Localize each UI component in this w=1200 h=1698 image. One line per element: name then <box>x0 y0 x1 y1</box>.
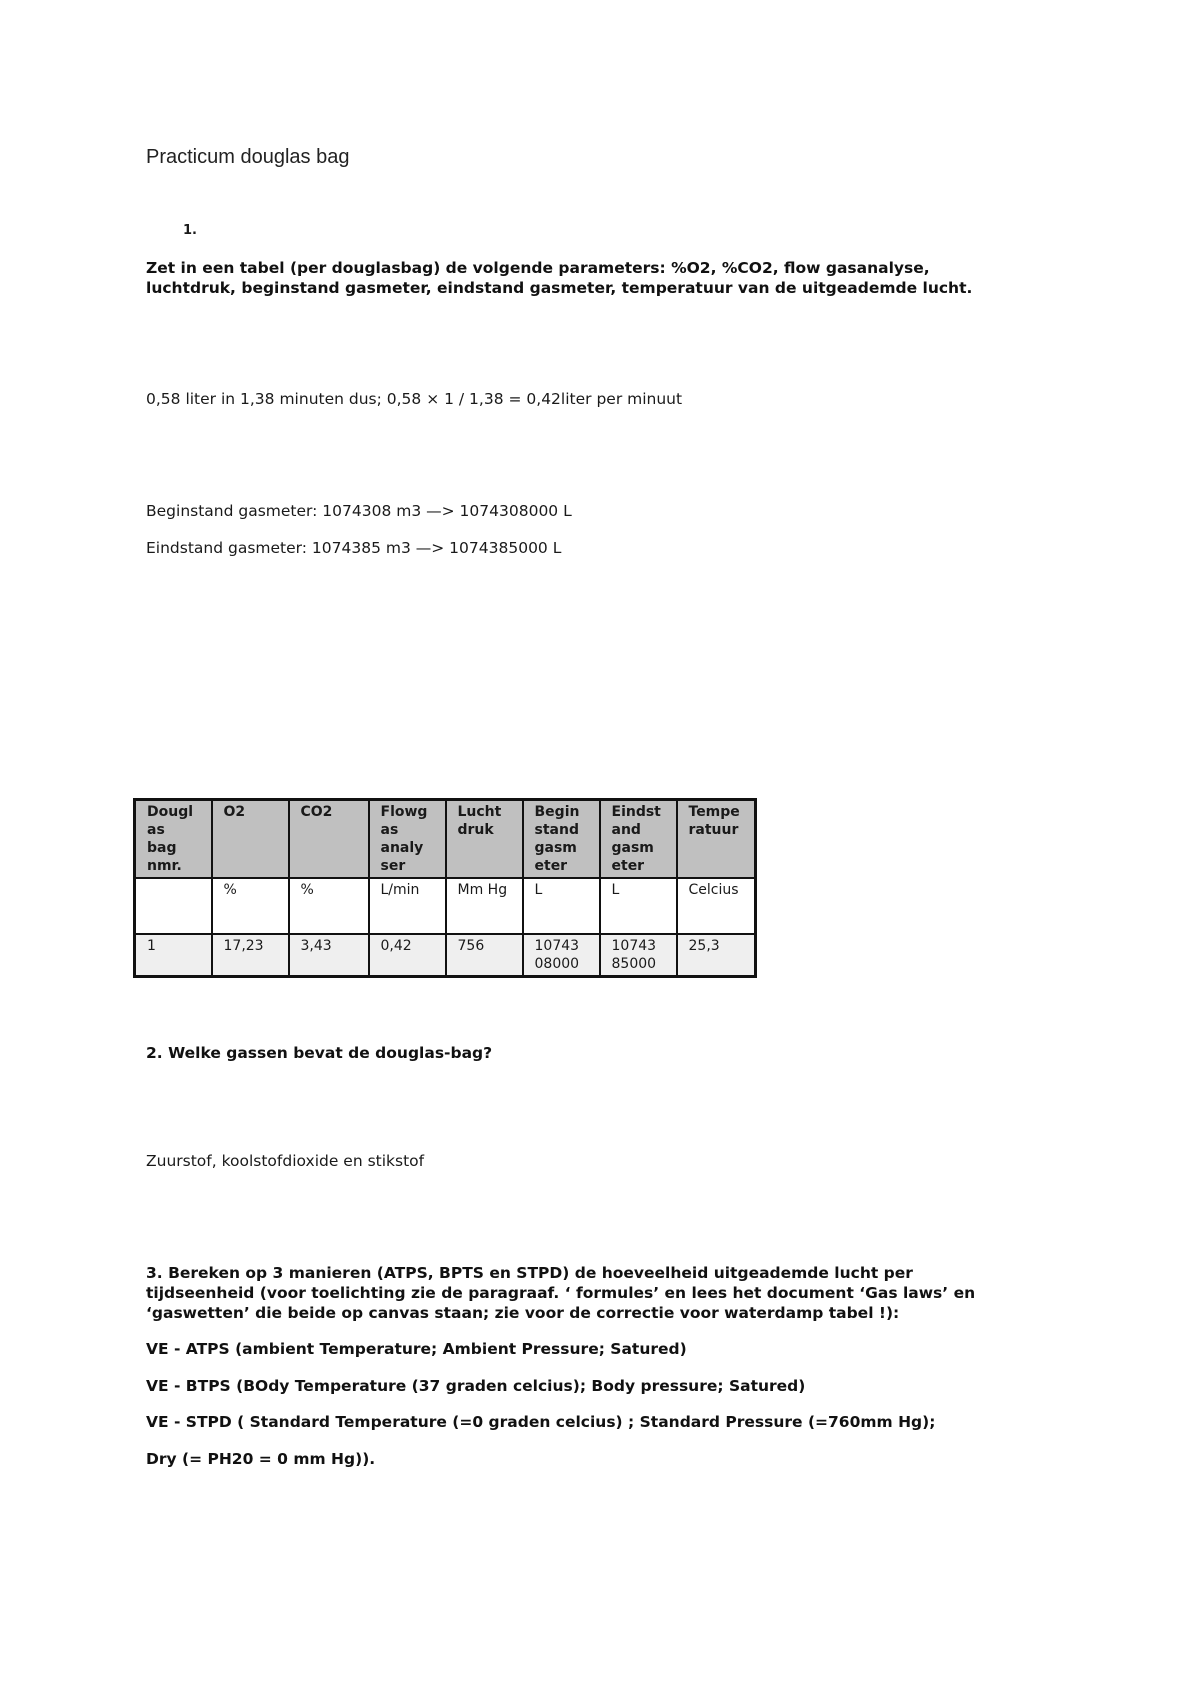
douglas-bag-table <box>133 798 757 978</box>
table-unit-cell: % <box>212 878 289 934</box>
table-header-cell-text: stand <box>534 822 579 838</box>
table-header-cell-text: druk <box>457 822 494 838</box>
table-header-cell-text: Flowg <box>380 804 428 820</box>
question-3-line-3: ‘gaswetten’ die beide op canvas staan; zie voor de correctie voor waterdamp tabel !): <box>146 1304 900 1322</box>
table-header-cell-text: CO2 <box>300 804 333 820</box>
table-cell-text: 0,42 <box>380 938 412 954</box>
table-header-cell-text: analy <box>380 840 424 856</box>
table-cell-text: 10743 <box>611 938 657 954</box>
table-cell-text: 08000 <box>534 956 580 972</box>
table-unit-cell: L <box>600 878 677 934</box>
table-header-cell-text: and <box>611 822 641 838</box>
table-header-cell <box>446 800 523 879</box>
table-cell <box>523 934 600 977</box>
table-cell-text: 3,43 <box>300 938 332 954</box>
gasmeter-end: Eindstand gasmeter: 1074385 m3 —> 1074385000 L <box>146 539 562 557</box>
table-unit-cell: L/min <box>369 878 446 934</box>
ve-stpd-line: VE - STPD ( Standard Temperature (=0 graden celcius) ; Standard Pressure (=760mm Hg); <box>146 1413 936 1431</box>
question-2: 2. Welke gassen bevat de douglas-bag? <box>146 1044 493 1062</box>
flow-calculation: 0,58 liter in 1,38 minuten dus; 0,58 × 1 / 1,38 = 0,42liter per minuut <box>146 390 683 408</box>
table-header-cell-text: gasm <box>611 840 654 856</box>
table-unit-cell: Mm Hg <box>446 878 523 934</box>
table-cell <box>446 934 523 977</box>
table-header-cell-text: bag <box>147 840 177 856</box>
ve-btps-line: VE - BTPS (BOdy Temperature (37 graden celcius); Body pressure; Satured) <box>146 1377 806 1395</box>
table-header-cell-text: O2 <box>223 804 246 820</box>
table-header-cell <box>600 800 677 879</box>
table-cell-text: 85000 <box>611 956 657 972</box>
table-unit-cell: L <box>523 878 600 934</box>
question-1-line-1: Zet in een tabel (per douglasbag) de volgende parameters: %O2, %CO2, flow gasanalyse, <box>146 259 930 277</box>
table-cell-text: 10743 <box>534 938 580 954</box>
table-header-cell <box>523 800 600 879</box>
table-header-cell-text: nmr. <box>147 858 182 874</box>
question-3-line-2: tijdseenheid (voor toelichting zie de paragraaf. ‘ formules’ en lees het document ‘Gas laws’ en <box>146 1284 976 1302</box>
table-header-cell-text: ratuur <box>688 822 739 838</box>
table-unit-cell <box>135 878 212 934</box>
page-title: Practicum douglas bag <box>146 146 350 168</box>
table-cell-text: 1 <box>147 938 156 954</box>
table-header-cell-text: gasm <box>534 840 577 856</box>
table-header-cell-text: ser <box>380 858 406 874</box>
table-header-cell-text: Eindst <box>611 804 661 820</box>
table-header-cell <box>289 800 369 879</box>
table-header-cell-text: Begin <box>534 804 580 820</box>
table-cell <box>600 934 677 977</box>
table-header-cell <box>135 800 212 879</box>
question-1-line-2: luchtdruk, beginstand gasmeter, eindstand gasmeter, temperatuur van de uitgeademde lucht. <box>146 279 973 297</box>
ve-atps-line: VE - ATPS (ambient Temperature; Ambient Pressure; Satured) <box>146 1340 687 1358</box>
dry-line: Dry (= PH20 = 0 mm Hg)). <box>146 1450 376 1468</box>
table-header-cell <box>677 800 756 879</box>
table-header-cell <box>369 800 446 879</box>
table-header-cell-text: Dougl <box>147 804 194 820</box>
table-cell <box>289 934 369 977</box>
table-header-cell <box>212 800 289 879</box>
table-cell-text: 17,23 <box>223 938 264 954</box>
question-1-number: 1. <box>183 223 197 238</box>
table-cell-text: 25,3 <box>688 938 720 954</box>
table-cell <box>212 934 289 977</box>
table-cell <box>369 934 446 977</box>
gasmeter-begin: Beginstand gasmeter: 1074308 m3 —> 1074308000 L <box>146 502 572 520</box>
question-3-line-1: 3. Bereken op 3 manieren (ATPS, BPTS en STPD) de hoeveelheid uitgeademde lucht per <box>146 1264 913 1282</box>
table-cell-text: 756 <box>457 938 485 954</box>
table-row <box>135 934 756 977</box>
table-header-cell-text: eter <box>611 858 645 874</box>
table-units-row <box>135 878 756 934</box>
table-unit-cell: Celcius <box>677 878 756 934</box>
table-header-cell-text: as <box>380 822 399 838</box>
table-cell <box>135 934 212 977</box>
table-cell <box>677 934 756 977</box>
table-header-cell-text: Tempe <box>688 804 740 820</box>
answer-2: Zuurstof, koolstofdioxide en stikstof <box>146 1152 425 1170</box>
table-header-row <box>135 800 756 879</box>
table-header-cell-text: Lucht <box>457 804 502 820</box>
table-header-cell-text: as <box>147 822 165 838</box>
table-header-cell-text: eter <box>534 858 568 874</box>
table-unit-cell: % <box>289 878 369 934</box>
